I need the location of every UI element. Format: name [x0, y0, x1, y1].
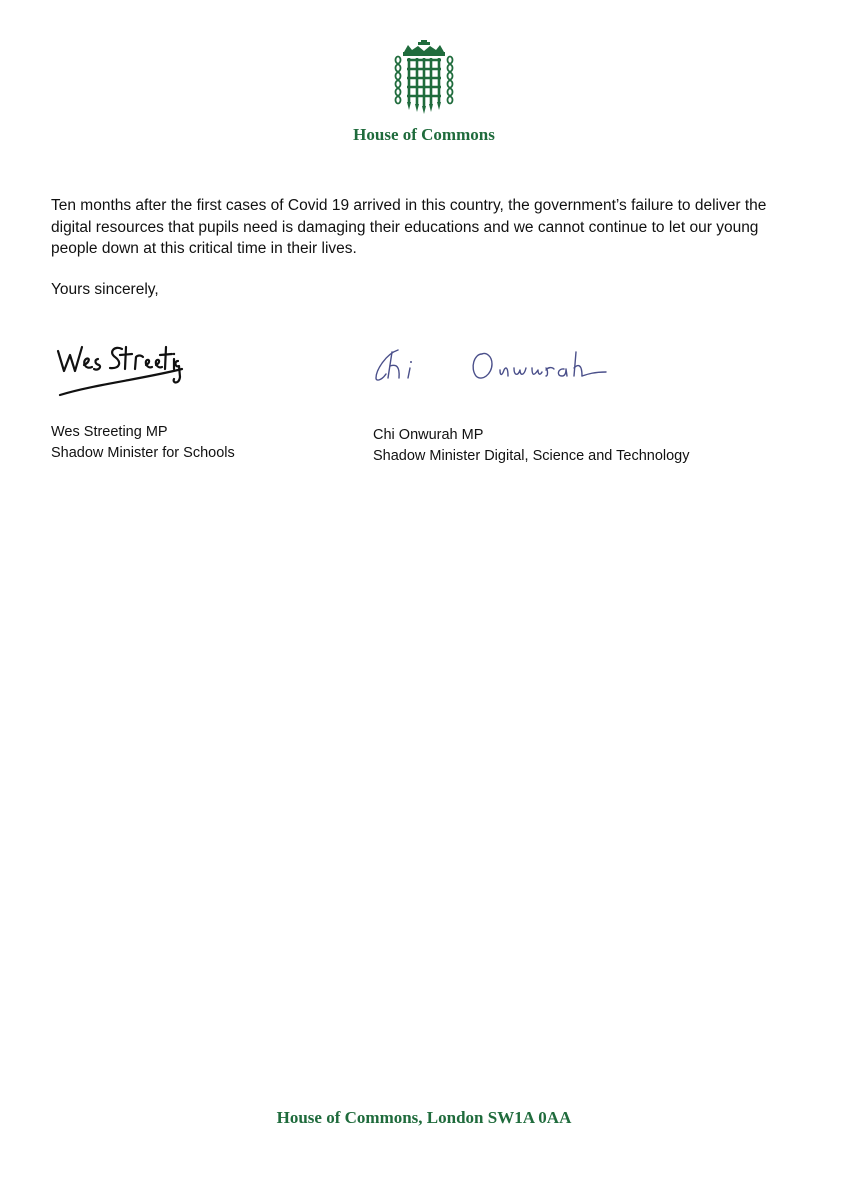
letter-body: Ten months after the first cases of Covid 19 arrived in this country, the government’s failure to deliver the digital resources that pupils need is damaging their educations and we cannot continue to let our young people down at this critical time in their lives. — [51, 197, 767, 257]
signatory-role: Shadow Minister Digital, Science and Technology — [373, 448, 690, 464]
header-title: House of Commons — [353, 125, 495, 144]
signatory-wes-streeting — [51, 422, 235, 464]
signatory-role: Shadow Minister for Schools — [51, 445, 235, 461]
signature-wes-streeting — [52, 335, 187, 405]
footer-address: House of Commons, London SW1A 0AA — [276, 1108, 572, 1127]
signatory-chi-onwurah — [373, 425, 690, 467]
signatory-name: Chi Onwurah MP — [373, 427, 484, 443]
signatory-name: Wes Streeting MP — [51, 424, 168, 440]
signature-chi-onwurah — [370, 342, 620, 392]
portcullis-icon — [392, 40, 456, 114]
letter-closing: Yours sincerely, — [51, 281, 159, 298]
